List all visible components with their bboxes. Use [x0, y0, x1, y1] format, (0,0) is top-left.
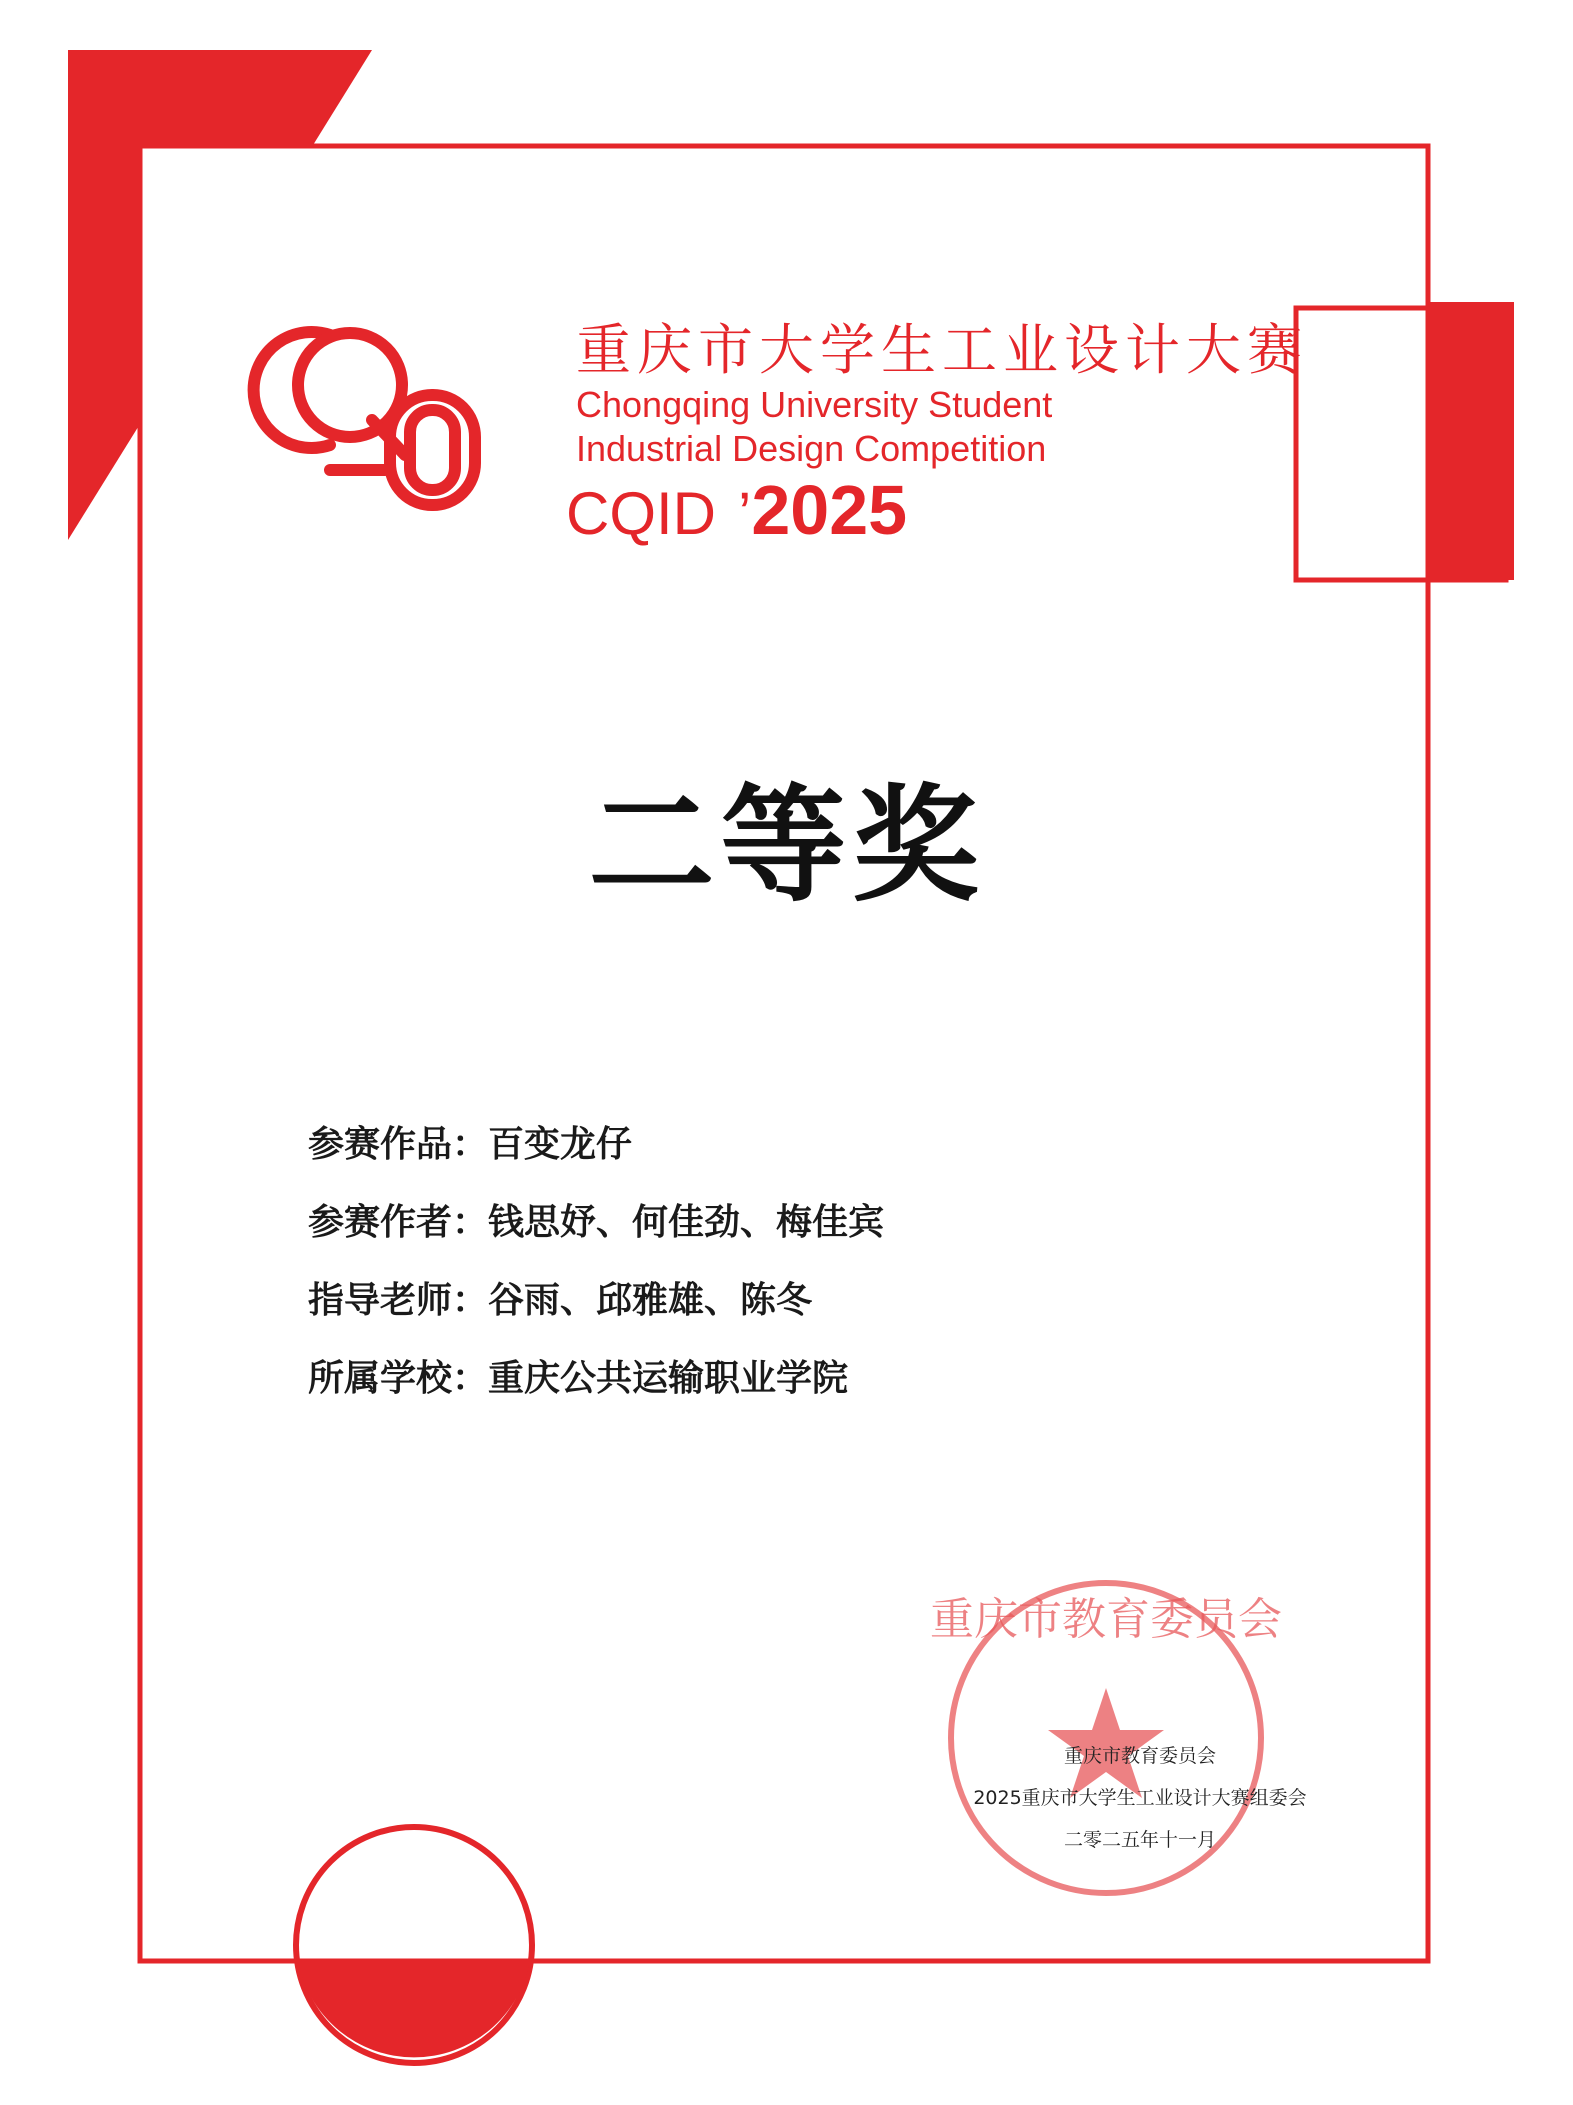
info-row-school	[308, 1336, 884, 1414]
competition-title-en	[576, 383, 1052, 471]
info-row-authors	[308, 1180, 884, 1258]
competition-title-en-line1: Chongqing University Student	[576, 384, 1053, 425]
info-label: 指导老师：	[308, 1279, 489, 1321]
issue-date: 二零二五年十一月	[1063, 1829, 1216, 1851]
info-value: 钱思妤、何佳劲、梅佳宾	[488, 1201, 885, 1243]
info-label: 参赛作者：	[308, 1201, 489, 1243]
info-label: 参赛作品：	[308, 1123, 489, 1165]
award-title: 二等奖	[588, 772, 985, 919]
competition-title-en-line2: Industrial Design Competition	[576, 428, 1047, 469]
issuer-line1: 重庆市教育委员会	[1063, 1745, 1216, 1767]
award-info	[308, 1102, 884, 1414]
competition-code-text: CQID	[566, 480, 716, 547]
issuer-block	[930, 1735, 1350, 1861]
side-block-filled	[1430, 302, 1514, 580]
cqid-monogram-logo	[254, 332, 475, 505]
issuer-line2: 2025重庆市大学生工业设计大赛组委会	[973, 1787, 1307, 1809]
info-row-advisors	[308, 1258, 884, 1336]
info-row-work	[308, 1102, 884, 1180]
info-label: 所属学校：	[308, 1357, 489, 1399]
competition-title-zh: 重庆市大学生工业设计大赛	[576, 318, 1309, 382]
info-value: 百变龙仔	[488, 1123, 633, 1165]
competition-year: 2025	[751, 471, 908, 549]
info-value: 重庆公共运输职业学院	[488, 1357, 849, 1399]
competition-code	[566, 470, 907, 550]
competition-code-apostrophe: ’	[738, 480, 752, 547]
seal-text: 重庆市教育委员会	[930, 1594, 1282, 1645]
info-value: 谷雨、邱雅雄、陈冬	[488, 1279, 813, 1321]
